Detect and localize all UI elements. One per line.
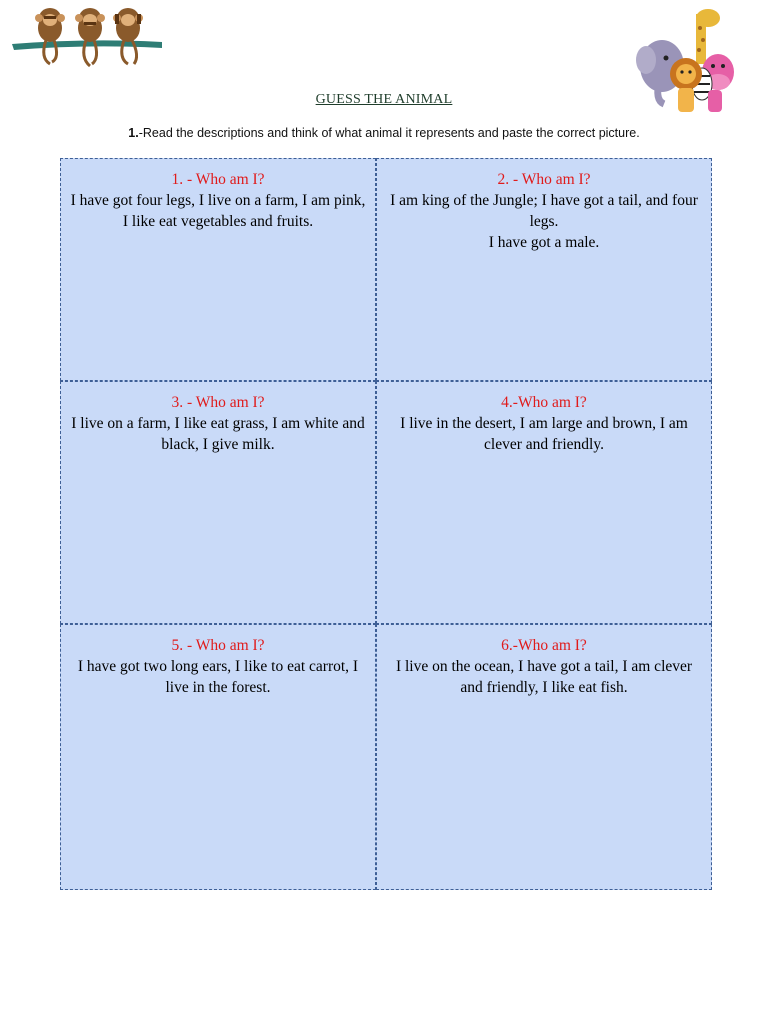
card-1 (60, 158, 376, 381)
cards-grid (60, 158, 712, 890)
worksheet-title: GUESS THE ANIMAL (315, 92, 453, 107)
card-heading: 4.-Who am I? (501, 394, 587, 411)
card-description: I have got two long ears, I like to eat carrot, I live in the forest. (77, 658, 359, 696)
card-5 (60, 624, 376, 890)
card-heading: 3. - Who am I? (171, 394, 265, 411)
card-3 (60, 381, 376, 624)
card-4 (376, 381, 712, 624)
card-6 (376, 624, 712, 890)
card-description: I live on the ocean, I have got a tail, I am clever and friendly, I like eat fish. (395, 658, 693, 696)
card-heading: 2. - Who am I? (497, 171, 591, 188)
card-heading: 5. - Who am I? (171, 637, 265, 654)
monkeys-on-branch-icon (10, 0, 168, 72)
card-description: I live on a farm, I like eat grass, I am white and black, I give milk. (71, 415, 365, 453)
card-2 (376, 158, 712, 381)
card-description: I am king of the Jungle; I have got a tail, and four legs. I have got a male. (390, 192, 698, 251)
instruction-text: -Read the descriptions and think of what animal it represents and paste the correct picture. (138, 126, 640, 140)
instruction-line (0, 126, 768, 140)
card-heading: 6.-Who am I? (501, 637, 587, 654)
card-description: I have got four legs, I live on a farm, I am pink, I like eat vegetables and fruits. (70, 192, 366, 230)
card-description: I live in the desert, I am large and brown, I am clever and friendly. (400, 415, 688, 453)
card-heading: 1. - Who am I? (171, 171, 265, 188)
instruction-number: 1. (128, 126, 139, 140)
